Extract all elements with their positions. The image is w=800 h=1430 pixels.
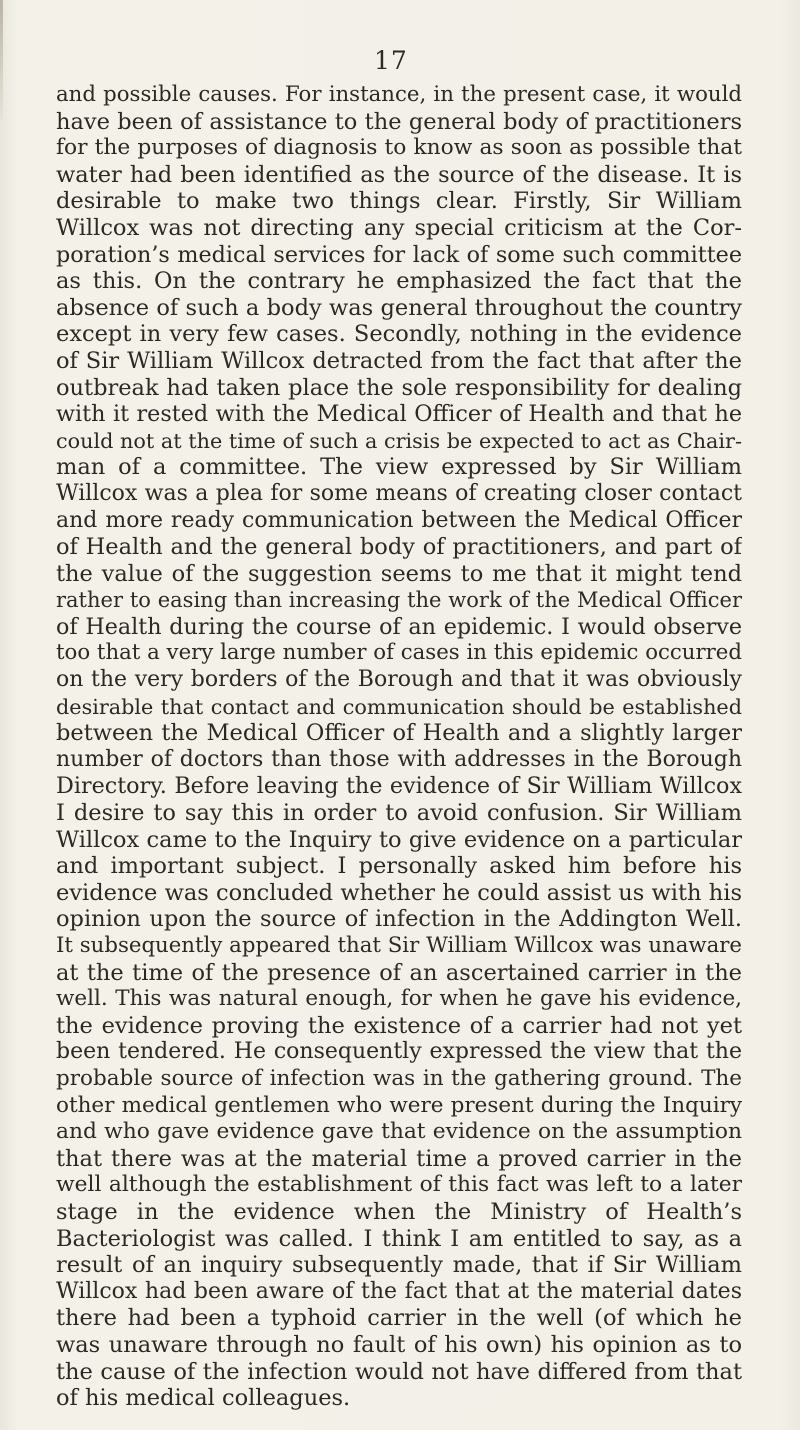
- text-line: I desire to say this in order to avoid confusion. Sir William: [56, 800, 742, 827]
- text-line: Bacteriologist was called. I think I am entitled to say, as a: [56, 1225, 742, 1252]
- text-line: of his medical colleagues.: [56, 1385, 351, 1412]
- text-line: too that a very large number of cases in this epidemic occurred: [56, 640, 742, 666]
- text-line: that there was at the material time a proved carrier in the: [56, 1145, 742, 1172]
- text-line: poration’s medical services for lack of some such committee: [56, 241, 742, 268]
- text-line: and important subject. I personally asked him before his: [56, 853, 742, 880]
- text-line: as this. On the contrary he emphasized the fact that the: [56, 268, 742, 295]
- text-line: the value of the suggestion seems to me that it might tend: [56, 560, 742, 587]
- text-line: of Sir William Willcox detracted from the fact that after the: [56, 347, 742, 374]
- page-number: 17: [374, 46, 408, 75]
- text-line: desirable that contact and communication should be established: [56, 694, 742, 719]
- text-line: there had been a typhoid carrier in the well (of which he: [56, 1305, 742, 1332]
- text-line: have been of assistance to the general body of practitioners: [56, 108, 742, 135]
- text-line: between the Medical Officer of Health and a slightly larger: [56, 720, 742, 747]
- text-line: Willcox came to the Inquiry to give evidence on a particular: [56, 826, 742, 853]
- text-line: Willcox was not directing any special criticism at the Cor-: [56, 214, 742, 241]
- text-line: man of a committee. The view expressed by Sir William: [56, 454, 742, 481]
- text-line: except in very few cases. Secondly, nothing in the evidence: [56, 321, 742, 348]
- text-line: the cause of the infection would not have differed from that: [56, 1358, 742, 1385]
- text-line: opinion upon the source of infection in the Addington Well.: [56, 906, 742, 933]
- text-line: probable source of infection was in the gathering ground. The: [56, 1065, 742, 1091]
- text-line: water had been identified as the source of the disease. It is: [56, 161, 742, 188]
- page-binding-edge: [0, 0, 3, 120]
- text-line: stage in the evidence when the Ministry of Health’s: [56, 1198, 742, 1225]
- text-line: and who gave evidence gave that evidence on the assumption: [56, 1119, 742, 1145]
- text-line: Willcox had been aware of the fact that at the material dates: [56, 1278, 742, 1304]
- text-line: absence of such a body was general throughout the country: [56, 294, 742, 321]
- text-line: with it rested with the Medical Officer of Health and that he: [56, 401, 742, 428]
- body-paragraph: [56, 82, 742, 1412]
- text-line: and more ready communication between the Medical Officer: [56, 507, 742, 533]
- text-line: desirable to make two things clear. Firstly, Sir William: [56, 188, 742, 215]
- text-line: well although the establishment of this fact was left to a later: [56, 1172, 742, 1198]
- text-line: could not at the time of such a crisis be expected to act as Chair-: [56, 428, 742, 453]
- text-line: rather to easing than increasing the work of the Medical Officer: [56, 588, 742, 613]
- text-line: Willcox was a plea for some means of creating closer contact: [56, 480, 742, 506]
- text-line: of Health and the general body of practitioners, and part of: [56, 534, 742, 561]
- text-line: well. This was natural enough, for when he gave his evidence,: [56, 986, 742, 1012]
- text-line: at the time of the presence of an ascertained carrier in the: [56, 959, 742, 986]
- text-line: on the very borders of the Borough and that it was obviously: [56, 667, 742, 693]
- text-line: of Health during the course of an epidemic. I would observe: [56, 613, 742, 640]
- text-line: been tendered. He consequently expressed the view that the: [56, 1039, 742, 1065]
- text-line: number of doctors than those with addresses in the Borough: [56, 746, 742, 772]
- text-line: the evidence proving the existence of a carrier had not yet: [56, 1012, 742, 1039]
- text-line: and possible causes. For instance, in the present case, it would: [56, 82, 742, 107]
- text-line: result of an inquiry subsequently made, that if Sir William: [56, 1252, 742, 1279]
- text-line: was unaware through no fault of his own) his opinion as to: [56, 1331, 742, 1358]
- text-line: outbreak had taken place the sole responsibility for dealing: [56, 374, 742, 401]
- text-line: It subsequently appeared that Sir William Willcox was unaware: [56, 933, 742, 958]
- text-line: other medical gentlemen who were present during the Inquiry: [56, 1092, 742, 1118]
- text-line: evidence was concluded whether he could assist us with his: [56, 879, 742, 906]
- text-line: for the purposes of diagnosis to know as soon as possible that: [56, 135, 742, 161]
- text-line: Directory. Before leaving the evidence of Sir William Willcox: [56, 773, 742, 800]
